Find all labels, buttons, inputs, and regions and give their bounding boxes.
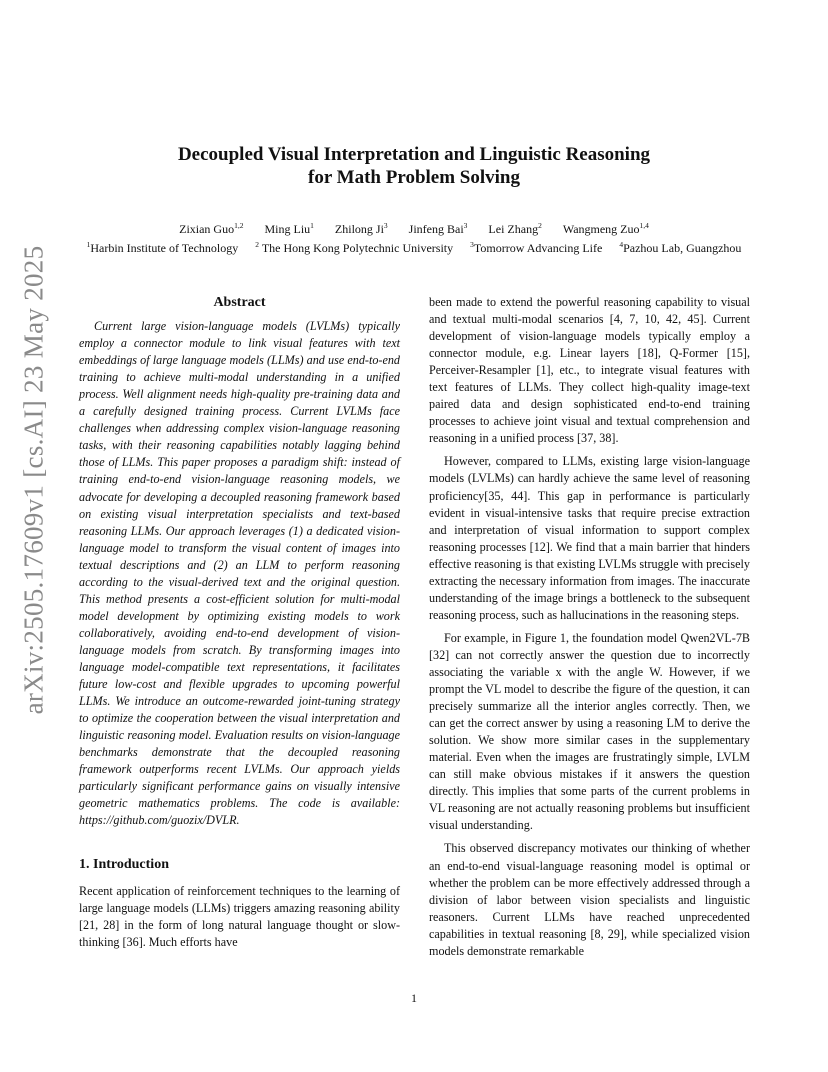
title-line-1: Decoupled Visual Interpretation and Linguistic Reasoning xyxy=(177,144,651,165)
affiliation: $^4$Pazhou Lab, Guangzhou xyxy=(619,240,742,255)
intro-paragraph-4: This observed discrepancy motivates our thinking of whether an end-to-end visual-language reasoning model is optimal or whether the problem can be more effectively addressed through a division of labor between vision specialists and linguistic reasoners. Current LLMs have reached unprecedented capabilities in textual reasoning [8, 29], while specialized vision models demonstrate remarkable xyxy=(429,841,750,958)
author: Wangmeng Zuo$^{1,4}$ xyxy=(562,221,649,236)
author: Jinfeng Bai$^3$ xyxy=(408,221,468,236)
right-column xyxy=(429,294,750,960)
introduction-heading: 1. Introduction xyxy=(79,857,169,873)
page-number: 1 xyxy=(411,991,417,1005)
author: Zixian Guo$^{1,2}$ xyxy=(179,221,244,236)
abstract-body: Current large vision-language models (LVLMs) typically employ a connector module to link visual features with text embeddings of large language models (LLMs) and use end-to-end training to achieve multi-modal understanding in a unified process. Well alignment needs high-quality pre-training data and a carefully designed training process. Current LVLMs face challenges when addressing complex vision-language reasoning tasks, with their reasoning capabilities notably lagging behind those of LLMs. This paper proposes a paradigm shift: instead of training end-to-end vision-language reasoning models, we advocate for developing a decoupled reasoning framework based on existing visual interpretation specialists and text-based reasoning LLMs. Our approach leverages (1) a dedicated vision-language model to transform the visual content of images into textual descriptions and (2) an LLM to perform reasoning according to the visual-derived text and the original question. This method presents a cost-efficient solution for multi-modal model development by optimizing existing models to work collaboratively, avoiding end-to-end development of vision-language models from scratch. By transforming images into language model-compatible text representations, it facilitates future low-cost and flexible upgrades to upcoming powerful LLMs. We introduce an outcome-rewarded joint-tuning strategy to optimize the cooperation between the visual interpretation and linguistic reasoning model. Evaluation results on vision-language benchmarks demonstrate that the decoupled reasoning framework outperforms recent LVLMs. Our approach yields particularly significant performance gains on visually intensive geometric mathematics problems. The code is available: https://github.com/guozix/DVLR. xyxy=(79,319,400,828)
arxiv-identifier: arXiv:2505.17609v1 [cs.AI] 23 May 2025 xyxy=(18,245,49,715)
author-list xyxy=(100,222,728,237)
affiliation: $^3$Tomorrow Advancing Life xyxy=(470,240,603,255)
intro-paragraph-1: Recent application of reinforcement techniques to the learning of large language models (LLMs) triggers amazing reasoning ability [21, 28] in the form of long natural language thought or slow-thinking [36]. Much efforts have xyxy=(79,883,400,949)
intro-paragraph-1-continued: been made to extend the powerful reasoning capability to visual and textual multi-modal scenarios [4, 7, 10, 42, 45]. Current development of vision-language models typically employ a connector module, e.g. Linear layers [18], Q-Former [15], Perceiver-Resampler [1], etc., to integrate visual features with text features of LLMs. They collect high-quality image-text paired data and design sophisticated end-to-end training processes to achieve joint visual and textual comprehension and reasoning in a unified process [37, 38]. xyxy=(429,295,750,446)
author: Lei Zhang$^2$ xyxy=(488,221,542,236)
author: Zhilong Ji$^3$ xyxy=(334,221,388,236)
left-column xyxy=(79,294,400,951)
paper-title xyxy=(100,143,728,189)
affiliation-list xyxy=(60,241,768,256)
arxiv-sidebar xyxy=(12,245,56,715)
abstract-heading: Abstract xyxy=(213,295,266,310)
title-line-2: for Math Problem Solving xyxy=(308,167,520,188)
intro-paragraph-2: However, compared to LLMs, existing large vision-language models (LVLMs) can hardly achieve the same level of reasoning proficiency[35, 44]. This gap in performance is particularly evident in visual-intensive tasks that require precise extraction and interpretation of visual information to support complex reasoning processes [12]. We find that a main barrier that hinders effective reasoning is that existing LVLMs struggle with precisely extracting the necessary information from images. The inaccurate understanding of the image brings a bottleneck to the subsequent reasoning process, such as hallucinations in the reasoning steps. xyxy=(429,454,750,622)
affiliation: $^1$Harbin Institute of Technology xyxy=(86,240,239,255)
intro-paragraph-3: For example, in Figure 1, the foundation model Qwen2VL-7B [32] can not correctly answer the question due to incorrectly associating the variable x with the angle W. However, if we prompt the VL model to describe the figure of the question, it can precisely summarize all the interior angles correctly. Then, we can get the correct answer by using a reasoning LM to derive the solution. We show more similar cases in the supplementary material. Even when the images are frustratingly simple, LVLM can still make obvious mistakes if it answers the question directly. This implies that some parts of the current problems in VL reasoning are not actually reasoning problems but insufficient visual understanding. xyxy=(429,630,750,833)
author: Ming Liu$^1$ xyxy=(264,221,314,236)
affiliation: $^2$ The Hong Kong Polytechnic University xyxy=(255,240,454,255)
